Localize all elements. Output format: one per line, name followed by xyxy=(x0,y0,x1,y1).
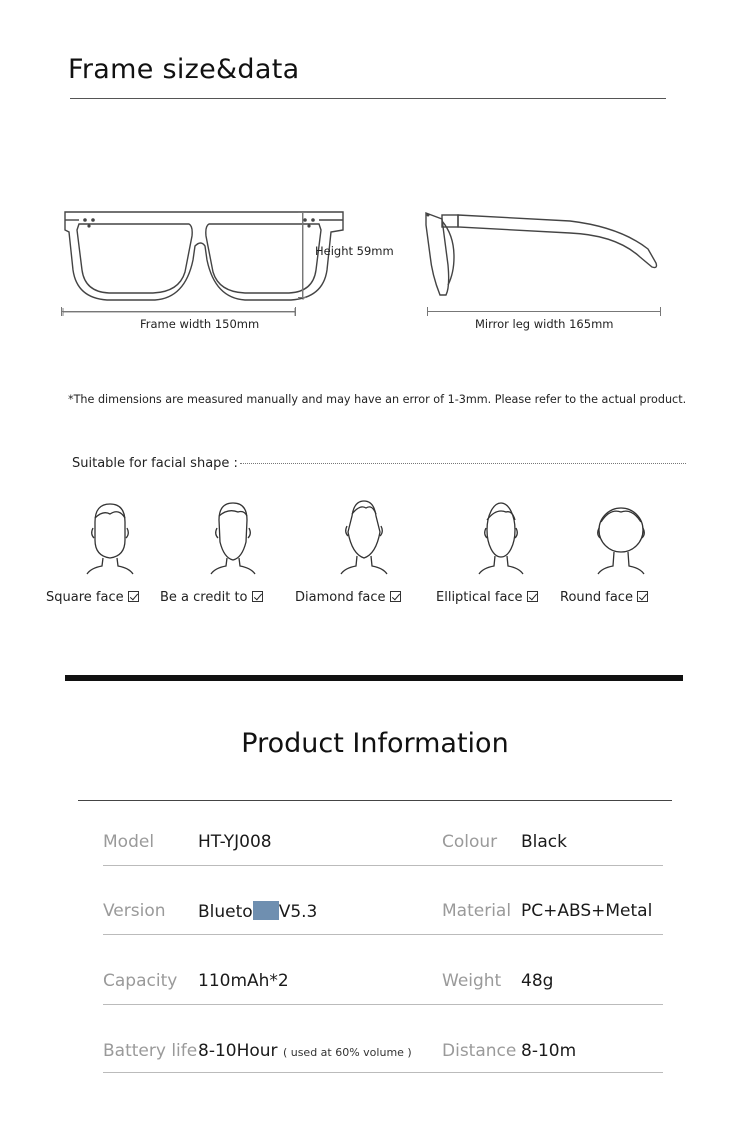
checkbox-icon xyxy=(390,591,401,602)
height-dimension-line xyxy=(302,212,303,298)
spec-label: Battery life xyxy=(103,1041,198,1061)
row-divider xyxy=(103,865,663,866)
diamond-face-icon xyxy=(338,498,390,575)
frame-width-dimension-line xyxy=(61,311,296,312)
leg-width-label: Mirror leg width 165mm xyxy=(475,317,614,331)
row-divider xyxy=(103,1072,663,1073)
checkbox-icon xyxy=(128,591,139,602)
spec-value-note: ( used at 60% volume ) xyxy=(282,1046,412,1059)
checkbox-icon xyxy=(252,591,263,602)
checkbox-icon xyxy=(527,591,538,602)
section-title-product-info: Product Information xyxy=(241,728,509,759)
facial-shape-label: Suitable for facial shape : xyxy=(72,456,238,471)
face-label-round: Round face xyxy=(560,590,648,605)
checkbox-icon xyxy=(637,591,648,602)
spec-label: Material xyxy=(442,901,512,921)
elliptical-face-icon xyxy=(476,500,526,575)
spec-label: Colour xyxy=(442,832,498,852)
height-dimension-tick xyxy=(298,297,307,298)
height-dimension-tick xyxy=(298,212,307,213)
section-title-frame: Frame size&data xyxy=(68,54,300,85)
spec-value: 110mAh*2 xyxy=(198,971,289,991)
round-face-icon xyxy=(596,500,646,575)
face-label-square: Square face xyxy=(46,590,139,605)
spec-value: Black xyxy=(521,832,567,852)
square-face-icon xyxy=(85,500,135,575)
spec-label: Version xyxy=(103,901,166,921)
frame-width-dimension-tick xyxy=(61,307,62,316)
face-label-credit: Be a credit to xyxy=(160,590,263,605)
spec-label: Model xyxy=(103,832,155,852)
spec-label: Weight xyxy=(442,971,502,991)
leg-width-dimension-tick xyxy=(660,307,661,316)
facial-shape-dotted-line xyxy=(240,463,686,464)
row-divider xyxy=(103,1004,663,1005)
leg-width-dimension-line xyxy=(427,311,661,312)
table-row xyxy=(103,971,663,1040)
row-divider xyxy=(103,934,663,935)
spec-value: PC+ABS+Metal xyxy=(521,901,653,921)
face-label-elliptical: Elliptical face xyxy=(436,590,538,605)
glasses-side-diagram xyxy=(420,205,670,300)
height-label: Height 59mm xyxy=(315,244,394,258)
glasses-front-diagram xyxy=(55,200,355,325)
spec-value: 48g xyxy=(521,971,554,991)
section-thick-divider xyxy=(65,675,683,681)
spec-label: Capacity xyxy=(103,971,178,991)
table-row xyxy=(103,901,663,970)
redaction-block xyxy=(253,901,279,920)
face-label-diamond: Diamond face xyxy=(295,590,401,605)
spec-label: Distance xyxy=(442,1041,517,1061)
leg-width-dimension-tick xyxy=(427,307,428,316)
spec-value: 8-10Hour ( used at 60% volume ) xyxy=(198,1041,412,1061)
spec-value: 8-10m xyxy=(521,1041,577,1061)
table-row xyxy=(103,832,663,901)
product-info-divider xyxy=(78,800,672,801)
spec-value: Blueto V5.3 xyxy=(198,902,318,922)
title-divider xyxy=(70,98,666,99)
frame-width-dimension-tick xyxy=(295,307,296,316)
credit-face-icon xyxy=(208,500,258,575)
frame-width-label: Frame width 150mm xyxy=(140,317,260,331)
measurement-note: *The dimensions are measured manually and may have an error of 1-3mm. Please refer to the actual product. xyxy=(68,393,687,406)
spec-value: HT-YJ008 xyxy=(198,832,272,852)
table-row xyxy=(103,1041,663,1110)
